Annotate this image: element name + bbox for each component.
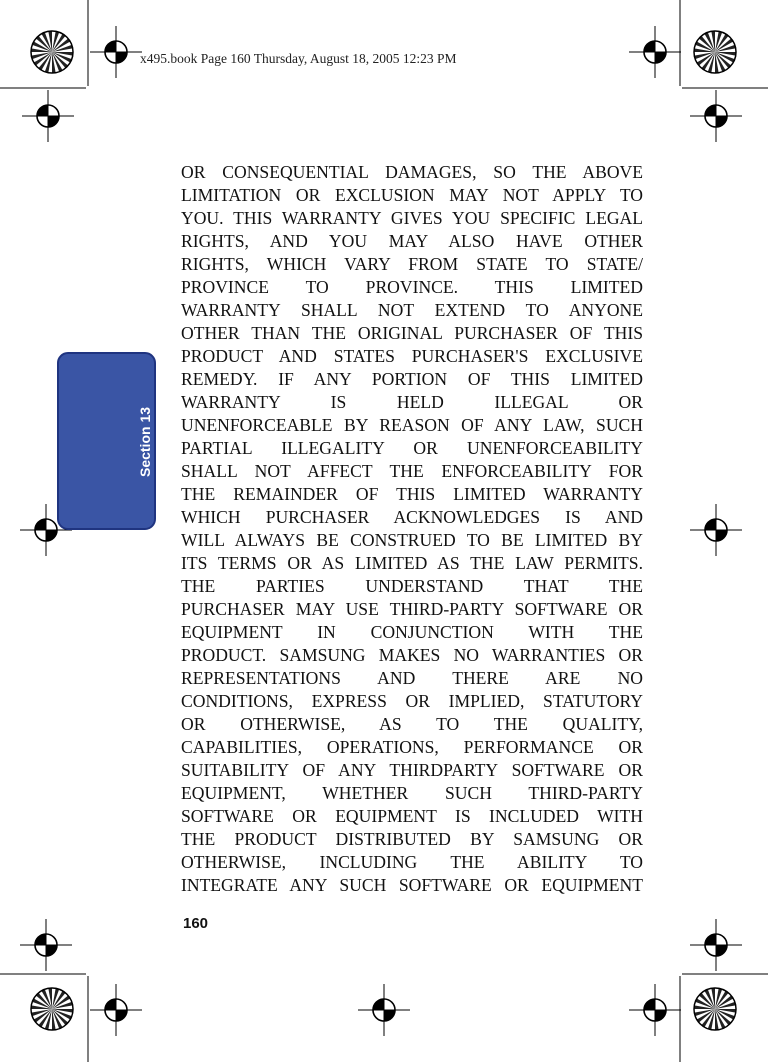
registration-crosshair-icon: [690, 919, 742, 971]
text-line: WHICH PURCHASER ACKNOWLEDGES IS AND: [181, 507, 643, 527]
text-line: THE PRODUCT DISTRIBUTED BY SAMSUNG OR: [181, 829, 643, 849]
registration-crosshair-icon: [629, 984, 681, 1036]
text-line: PRODUCT AND STATES PURCHASER'S EXCLUSIVE: [181, 346, 643, 366]
section-tab-label: Section 13: [137, 406, 153, 478]
text-line: SUITABILITY OF ANY THIRDPARTY SOFTWARE OR: [181, 760, 643, 780]
registration-crosshair-icon: [690, 504, 742, 556]
text-line: REMEDY. IF ANY PORTION OF THIS LIMITED: [181, 369, 643, 389]
registration-crosshair-icon: [20, 919, 72, 971]
text-line: SOFTWARE OR EQUIPMENT IS INCLUDED WITH: [181, 806, 643, 826]
text-line: ITS TERMS OR AS LIMITED AS THE LAW PERMITS.: [181, 553, 643, 573]
file-info-header: x495.book Page 160 Thursday, August 18, 2005 12:23 PM: [140, 51, 457, 66]
text-line: THE PARTIES UNDERSTAND THAT THE: [181, 576, 643, 596]
text-line: YOU. THIS WARRANTY GIVES YOU SPECIFIC LEGAL: [181, 208, 643, 228]
starburst-target-icon: [694, 988, 736, 1030]
text-line: OTHER THAN THE ORIGINAL PURCHASER OF THIS: [181, 323, 643, 343]
starburst-target-icon: [31, 31, 73, 73]
registration-crosshair-icon: [90, 26, 142, 78]
text-line: EQUIPMENT IN CONJUNCTION WITH THE: [181, 622, 643, 642]
text-line: EQUIPMENT, WHETHER SUCH THIRD-PARTY: [181, 783, 643, 803]
warranty-text: [181, 161, 643, 897]
text-line: OR CONSEQUENTIAL DAMAGES, SO THE ABOVE: [181, 162, 643, 182]
text-line: SHALL NOT AFFECT THE ENFORCEABILITY FOR: [181, 461, 643, 481]
text-line: PARTIAL ILLEGALITY OR UNENFORCEABILITY: [181, 438, 643, 458]
text-line: PROVINCE TO PROVINCE. THIS LIMITED: [181, 277, 643, 297]
registration-crosshair-icon: [358, 984, 410, 1036]
text-line: REPRESENTATIONS AND THERE ARE NO: [181, 668, 643, 688]
text-line: PURCHASER MAY USE THIRD-PARTY SOFTWARE OR: [181, 599, 643, 619]
text-line: OR OTHERWISE, AS TO THE QUALITY,: [181, 714, 643, 734]
text-line: WARRANTY SHALL NOT EXTEND TO ANYONE: [181, 300, 643, 320]
registration-crosshair-icon: [90, 984, 142, 1036]
registration-crosshair-icon: [629, 26, 681, 78]
text-line: RIGHTS, AND YOU MAY ALSO HAVE OTHER: [181, 231, 643, 251]
text-line: CAPABILITIES, OPERATIONS, PERFORMANCE OR: [181, 737, 643, 757]
registration-crosshair-icon: [22, 90, 74, 142]
text-line: PRODUCT. SAMSUNG MAKES NO WARRANTIES OR: [181, 645, 643, 665]
text-line: RIGHTS, WHICH VARY FROM STATE TO STATE/: [181, 254, 643, 274]
text-line: WARRANTY IS HELD ILLEGAL OR: [181, 392, 643, 412]
text-line: INTEGRATE ANY SUCH SOFTWARE OR EQUIPMENT: [181, 875, 643, 895]
page-number: 160: [183, 915, 209, 932]
text-line: UNENFORCEABLE BY REASON OF ANY LAW, SUCH: [181, 415, 643, 435]
starburst-target-icon: [31, 988, 73, 1030]
starburst-target-icon: [694, 31, 736, 73]
registration-crosshair-icon: [690, 90, 742, 142]
text-line: THE REMAINDER OF THIS LIMITED WARRANTY: [181, 484, 643, 504]
text-line: OTHERWISE, INCLUDING THE ABILITY TO: [181, 852, 643, 872]
text-line: CONDITIONS, EXPRESS OR IMPLIED, STATUTORY: [181, 691, 643, 711]
text-line: WILL ALWAYS BE CONSTRUED TO BE LIMITED BY: [181, 530, 643, 550]
text-line: LIMITATION OR EXCLUSION MAY NOT APPLY TO: [181, 185, 643, 205]
